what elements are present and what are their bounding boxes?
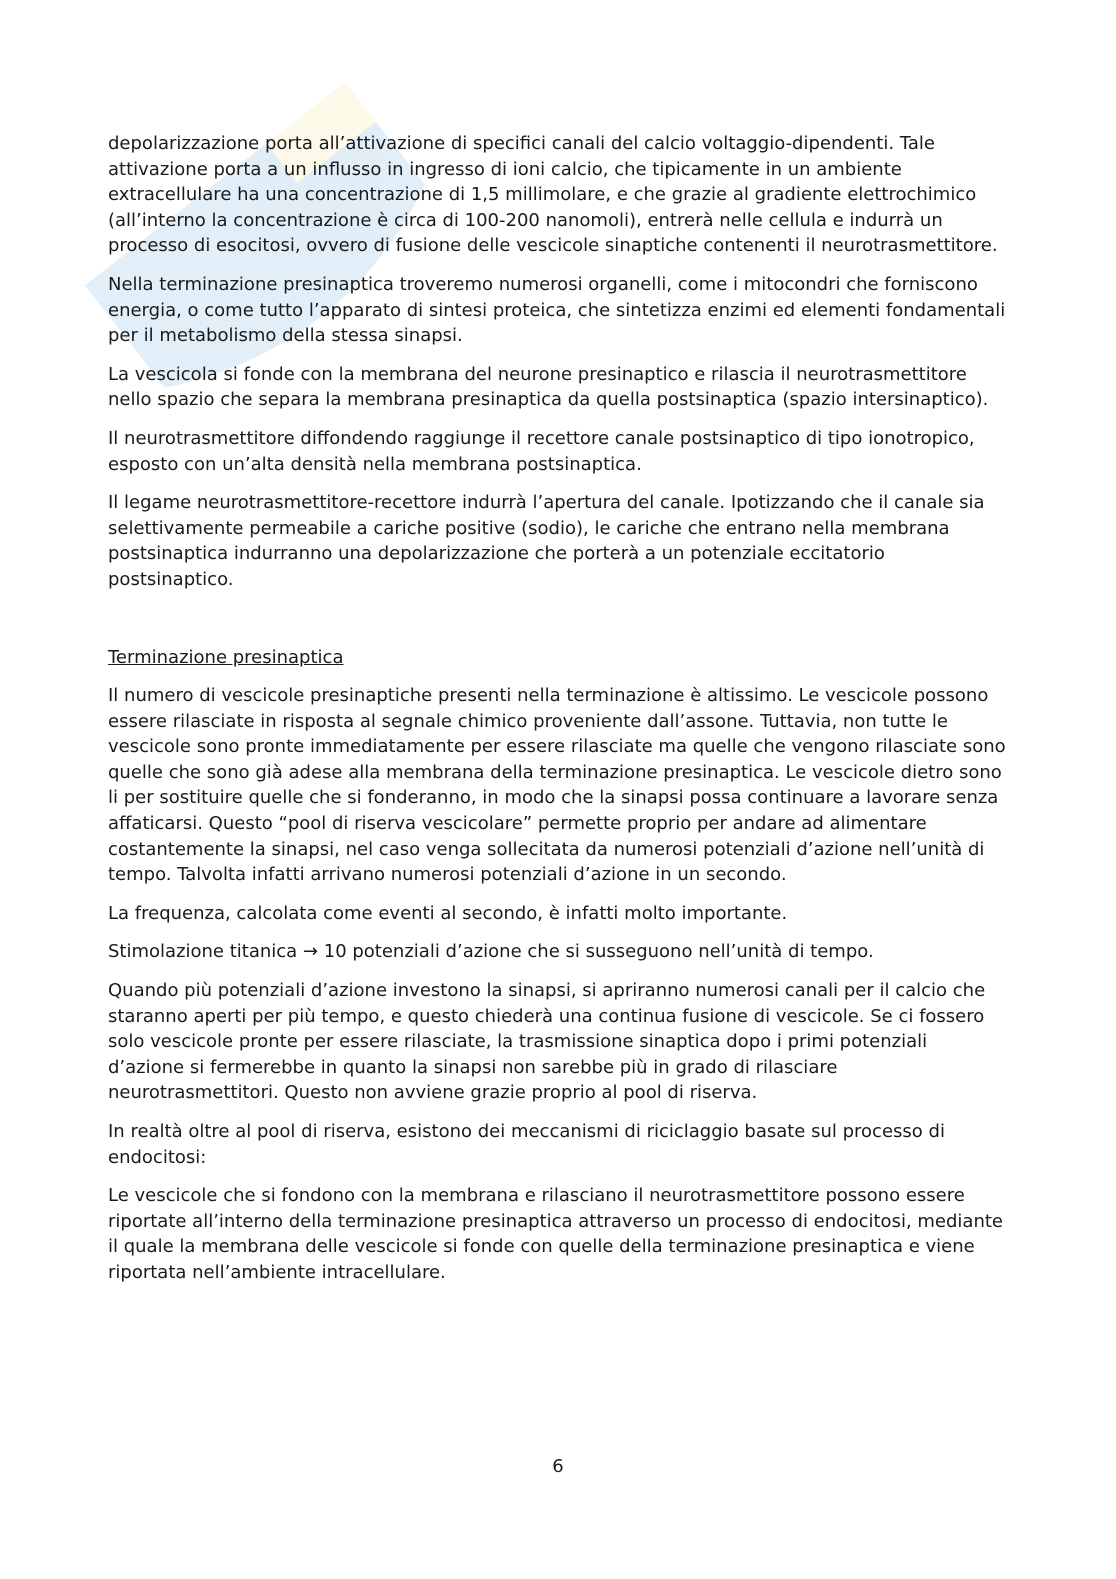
paragraph: Il neurotrasmettitore diffondendo raggiunge il recettore canale postsinaptico di tipo ionotropico, esposto con un’alta densità nella membrana postsinaptica.	[108, 427, 975, 475]
page-number: 6	[552, 1456, 564, 1477]
paragraph: In realtà oltre al pool di riserva, esistono dei meccanismi di riciclaggio basate sul processo di endocitosi:	[108, 1121, 945, 1168]
document-body	[108, 131, 1008, 1299]
paragraph: Il numero di vescicole presinaptiche presenti nella terminazione è altissimo. Le vescicole possono essere rilasciate in risposta al segnale chimico proveniente dall’assone. Tuttavia, non tutte le vescicole sono pronte immediatamente per essere rilasciate ma quelle che vengono rilasciate sono quelle che sono già adese alla membrana della terminazione presinaptica. Le vescicole dietro sono li per sostituire quelle che si fonderanno, in modo che la sinapsi possa continuare a lavorare senza affaticarsi. Questo “pool di riserva vescicolare” permette proprio per andare ad alimentare costantemente la sinapsi, nel caso venga sollecitata da numerosi potenziali d’azione nell’unità di tempo. Talvolta infatti arrivano numerosi potenziali d’azione in un secondo.	[108, 685, 1006, 886]
paragraph: La vescicola si fonde con la membrana del neurone presinaptico e rilascia il neurotrasmettitore nello spazio che separa la membrana presinaptica da quella postsinaptica (spazio intersinaptico).	[108, 363, 989, 411]
paragraph: depolarizzazione porta all’attivazione di specifici canali del calcio voltaggio-dipendenti. Tale attivazione porta a un influsso in ingresso di ioni calcio, che tipicamente in un ambiente extracellulare ha una concentrazione di 1,5 millimolare, e che grazie al gradiente elettrochimico (all’interno la concentrazione è circa di 100-200 nanomoli), entrerà nelle cellula e indurrà un processo di esocitosi, ovvero di fusione delle vescicole sinaptiche contenenti il neurotrasmettitore.	[108, 133, 998, 257]
paragraph: La frequenza, calcolata come eventi al secondo, è infatti molto importante.	[108, 902, 788, 924]
paragraph: Stimolazione titanica → 10 potenziali d’azione che si susseguono nell’unità di tempo.	[108, 941, 874, 963]
paragraph: Nella terminazione presinaptica troveremo numerosi organelli, come i mitocondri che forniscono energia, o come tutto l’apparato di sintesi proteica, che sintetizza enzimi ed elementi fondamentali per il metabolismo della stessa sinapsi.	[108, 273, 1006, 347]
paragraph: Le vescicole che si fondono con la membrana e rilasciano il neurotrasmettitore possono essere riportate all’interno della terminazione presinaptica attraverso un processo di endocitosi, mediante il quale la membrana delle vescicole si fonde con quelle della terminazione presinaptica e viene riportata nell’ambiente intracellulare.	[108, 1185, 1003, 1283]
paragraph: Quando più potenziali d’azione investono la sinapsi, si apriranno numerosi canali per il calcio che staranno aperti per più tempo, e questo chiederà una continua fusione di vescicole. Se ci fossero solo vescicole pronte per essere rilasciate, la trasmissione sinaptica dopo i primi potenziali d’azione si fermerebbe in quanto la sinapsi non sarebbe più in grado di rilasciare neurotrasmettitori. Questo non avviene grazie proprio al pool di riserva.	[108, 980, 986, 1104]
paragraph: Il legame neurotrasmettitore-recettore indurrà l’apertura del canale. Ipotizzando che il canale sia selettivamente permeabile a cariche positive (sodio), le cariche che entrano nella membrana postsinaptica indurranno una depolarizzazione che porterà a un potenziale eccitatorio postsinaptico.	[108, 492, 985, 590]
section-heading: Terminazione presinaptica	[108, 646, 344, 668]
